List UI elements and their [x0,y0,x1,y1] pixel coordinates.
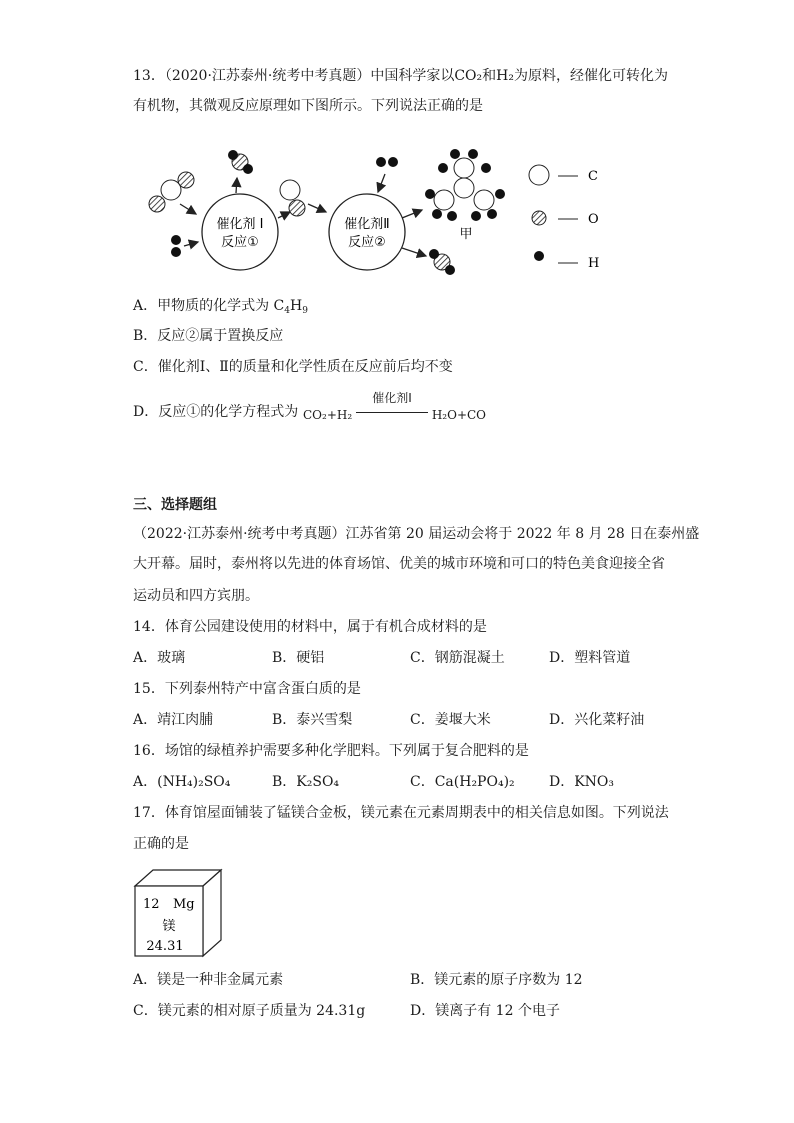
product-label: 甲 [459,227,473,242]
legend-o-label: O [588,212,599,227]
reaction-2-label: 反应② [348,235,386,250]
section-intro-line3: 运动员和四方宾朋。 [133,588,259,604]
q13-option-b: B．反应②属于置换反应 [133,328,284,344]
legend-h-label: H [588,256,600,271]
equation-catalyst: 催化剂I [372,391,412,405]
element-mass: 24.31 [146,939,184,954]
q16-option-c: C．Ca(H₂PO₄)₂ [410,774,515,790]
equation-arrow [356,391,428,413]
section-title: 三、选择题组 [133,497,217,513]
element-tile-mg [133,868,225,960]
h2o-molecule-output [228,150,253,174]
q13-option-a: A．甲物质的化学式为 $C_4H_9$ [133,298,308,316]
co-molecule-intermediate [280,180,305,216]
q14-option-a: A．玻璃 [133,650,186,666]
legend-c-label: C [588,169,598,184]
q14-stem: 14．体育公园建设使用的材料中，属于有机合成材料的是 [133,619,487,635]
legend [529,165,599,271]
q13-option-d: D．反应①的化学方程式为 [133,404,299,420]
q13-equation [303,391,487,425]
q13-option-c: C．催化剂Ⅰ、Ⅱ的质量和化学性质在反应前后均不变 [133,359,453,375]
q15-option-d: D．兴化菜籽油 [549,712,645,728]
catalyst-2-circle [329,194,405,270]
catalyst-1-label: 催化剂 I [216,217,264,232]
q15-option-a: A．靖江肉脯 [133,712,214,728]
q17-stem-line2: 正确的是 [133,836,189,852]
q15-option-c: C．姜堰大米 [410,712,491,728]
section-intro-line1: （2022·江苏泰州·统考中考真题）江苏省第 20 届运动会将于 2022 年 8 月 28 日在泰州盛 [133,526,700,542]
h2-molecule-input [171,235,181,257]
catalyst-1-circle [202,194,278,270]
q16-option-b: B．K₂SO₄ [272,774,340,790]
q17-option-b: B．镁元素的原子序数为 12 [410,972,583,988]
q16-option-a: A．(NH₄)₂SO₄ [133,774,231,790]
q17-option-d: D．镁离子有 12 个电子 [410,1003,560,1019]
q14-option-b: B．硬铝 [272,650,325,666]
q15-stem: 15．下列泰州特产中富含蛋白质的是 [133,681,361,697]
q13-stem-line2: 有机物，其微观反应原理如下图所示。下列说法正确的是 [133,98,483,114]
element-name: 镁 [162,919,176,934]
equation-left: CO₂+H₂ [303,408,353,422]
q13-stem-line1: 13．（2020·江苏泰州·统考中考真题）中国科学家以CO₂和H₂为原料，经催化可转化为 [133,68,668,84]
section-intro-line2: 大开幕。届时，泰州将以先进的体育场馆、优美的城市环境和可口的特色美食迎接全省 [133,556,665,572]
q14-option-c: C．钢筋混凝土 [410,650,505,666]
q16-option-d: D．KNO₃ [549,774,615,790]
q14-option-d: D．塑料管道 [549,650,631,666]
co2-molecule-input [149,172,194,212]
q17-option-c: C．镁元素的相对原子质量为 24.31g [133,1003,366,1019]
element-symbol: Mg [173,897,195,912]
equation-right: H₂O+CO [431,408,487,422]
product-molecule-jia [425,149,505,242]
q15-option-b: B．泰兴雪梨 [272,712,353,728]
q17-stem-line1: 17．体育馆屋面铺装了锰镁合金板，镁元素在元素周期表中的相关信息如图。下列说法 [133,805,669,821]
reaction-1-label: 反应① [221,235,259,250]
q16-stem: 16．场馆的绿植养护需要多种化学肥料。下列属于复合肥料的是 [133,743,529,759]
element-number: 12 [143,897,160,912]
h2-molecule-input-2 [376,157,398,167]
catalyst-2-label: 催化剂Ⅱ [344,217,390,232]
h2o-molecule-output-2 [429,249,455,275]
reaction-diagram [140,146,620,281]
q17-option-a: A．镁是一种非金属元素 [133,972,284,988]
